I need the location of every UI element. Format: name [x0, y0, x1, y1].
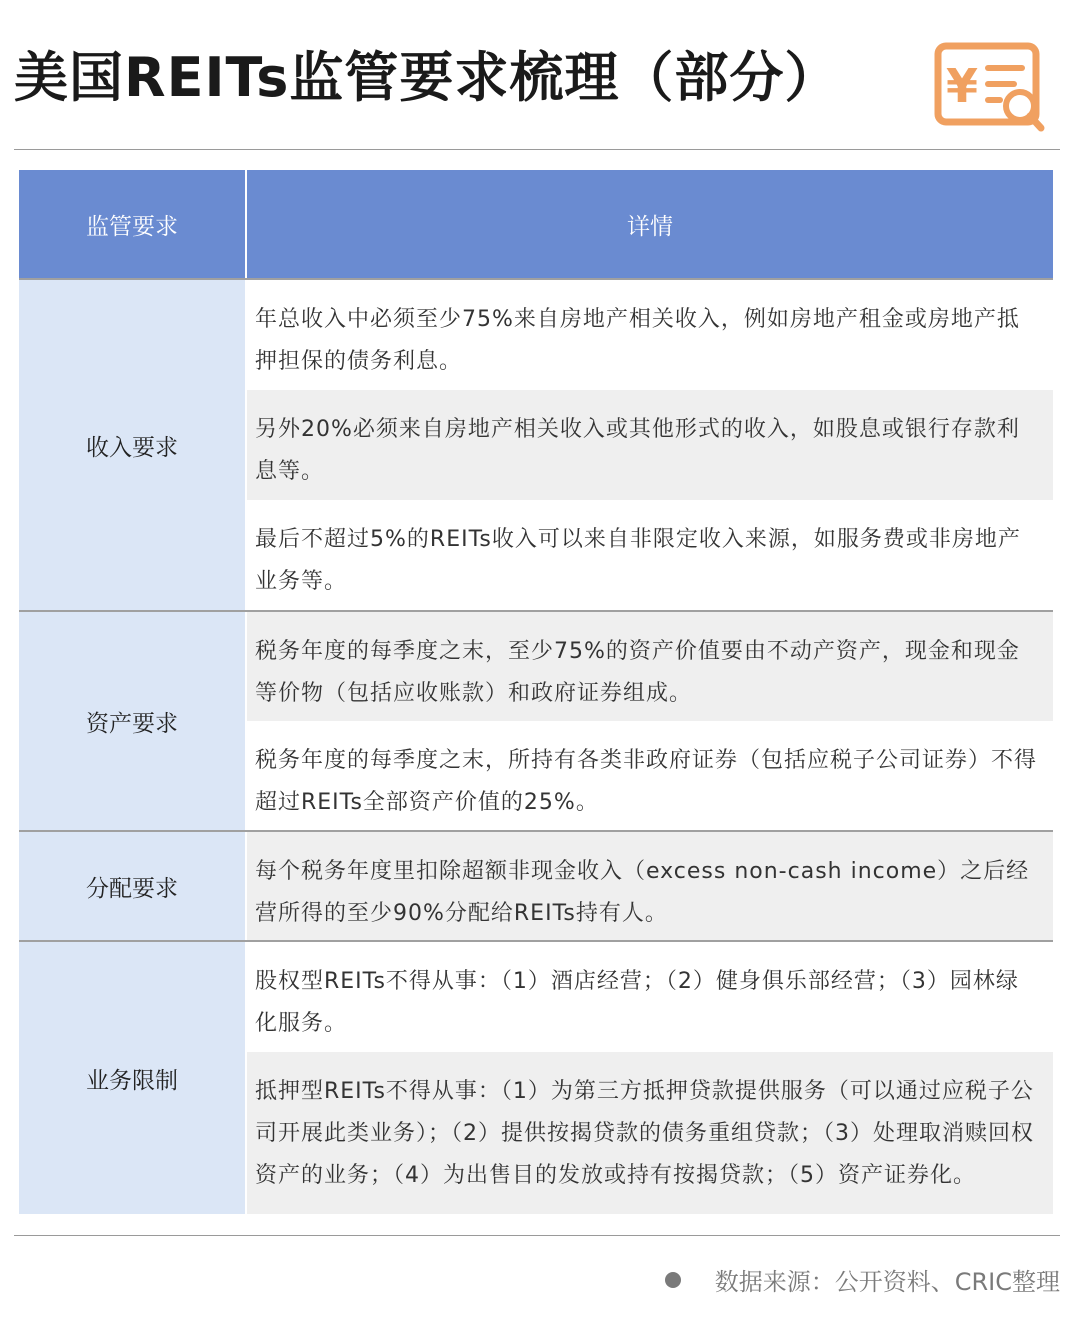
- group-business-limits: [19, 940, 1053, 1214]
- header-requirement: 监管要求: [19, 170, 247, 278]
- detail-row: 每个税务年度里扣除超额非现金收入（excess non-cash income）之后经营所得的至少90%分配给REITs持有人。: [247, 832, 1053, 940]
- top-divider: [14, 149, 1060, 150]
- header-details: 详情: [627, 213, 673, 240]
- bullet-dot-icon: [665, 1272, 681, 1288]
- source-text: 数据来源：公开资料、CRIC整理: [714, 1268, 1060, 1296]
- detail-row: 股权型REITs不得从事：（1）酒店经营；（2）健身俱乐部经营；（3）园林绿化服务。: [255, 969, 1019, 1036]
- group-distribution: [19, 830, 1053, 940]
- bottom-divider: [14, 1235, 1060, 1236]
- group-assets: [19, 610, 1053, 830]
- table-header: [19, 170, 1053, 278]
- detail-row: 税务年度的每季度之末，所持有各类非政府证券（包括应税子公司证券）不得超过REITs全部资产价值的25%。: [255, 748, 1038, 815]
- group-income: [19, 278, 1053, 610]
- detail-row: 年总收入中必须至少75%来自房地产相关收入，例如房地产租金或房地产抵押担保的债务利息。: [255, 307, 1020, 374]
- yuan-document-search-icon: [934, 42, 1046, 134]
- category-cell: 收入要求: [19, 280, 247, 610]
- page-title: 美国REITs监管要求梳理（部分）: [14, 46, 840, 109]
- svg-text:¥: ¥: [945, 59, 979, 113]
- detail-row: 抵押型REITs不得从事：（1）为第三方抵押贷款提供服务（可以通过应税子公司开展此类业务）；（2）提供按揭贷款的债务重组贷款；（3）处理取消赎回权资产的业务；（4）为出售目的发放或持有按揭贷款；（5）资产证券化。: [247, 1052, 1053, 1214]
- requirements-table: [19, 170, 1053, 1214]
- detail-row: 税务年度的每季度之末，至少75%的资产价值要由不动产资产，现金和现金等价物（包括应收账款）和政府证券组成。: [247, 612, 1053, 721]
- detail-row: 最后不超过5%的REITs收入可以来自非限定收入来源，如服务费或非房地产业务等。: [255, 527, 1021, 594]
- category-cell: 资产要求: [19, 612, 247, 830]
- category-cell: 分配要求: [19, 832, 247, 940]
- detail-row: 另外20%必须来自房地产相关收入或其他形式的收入，如股息或银行存款利息等。: [247, 390, 1053, 500]
- category-cell: 业务限制: [19, 942, 247, 1214]
- source-note: [665, 1262, 1060, 1297]
